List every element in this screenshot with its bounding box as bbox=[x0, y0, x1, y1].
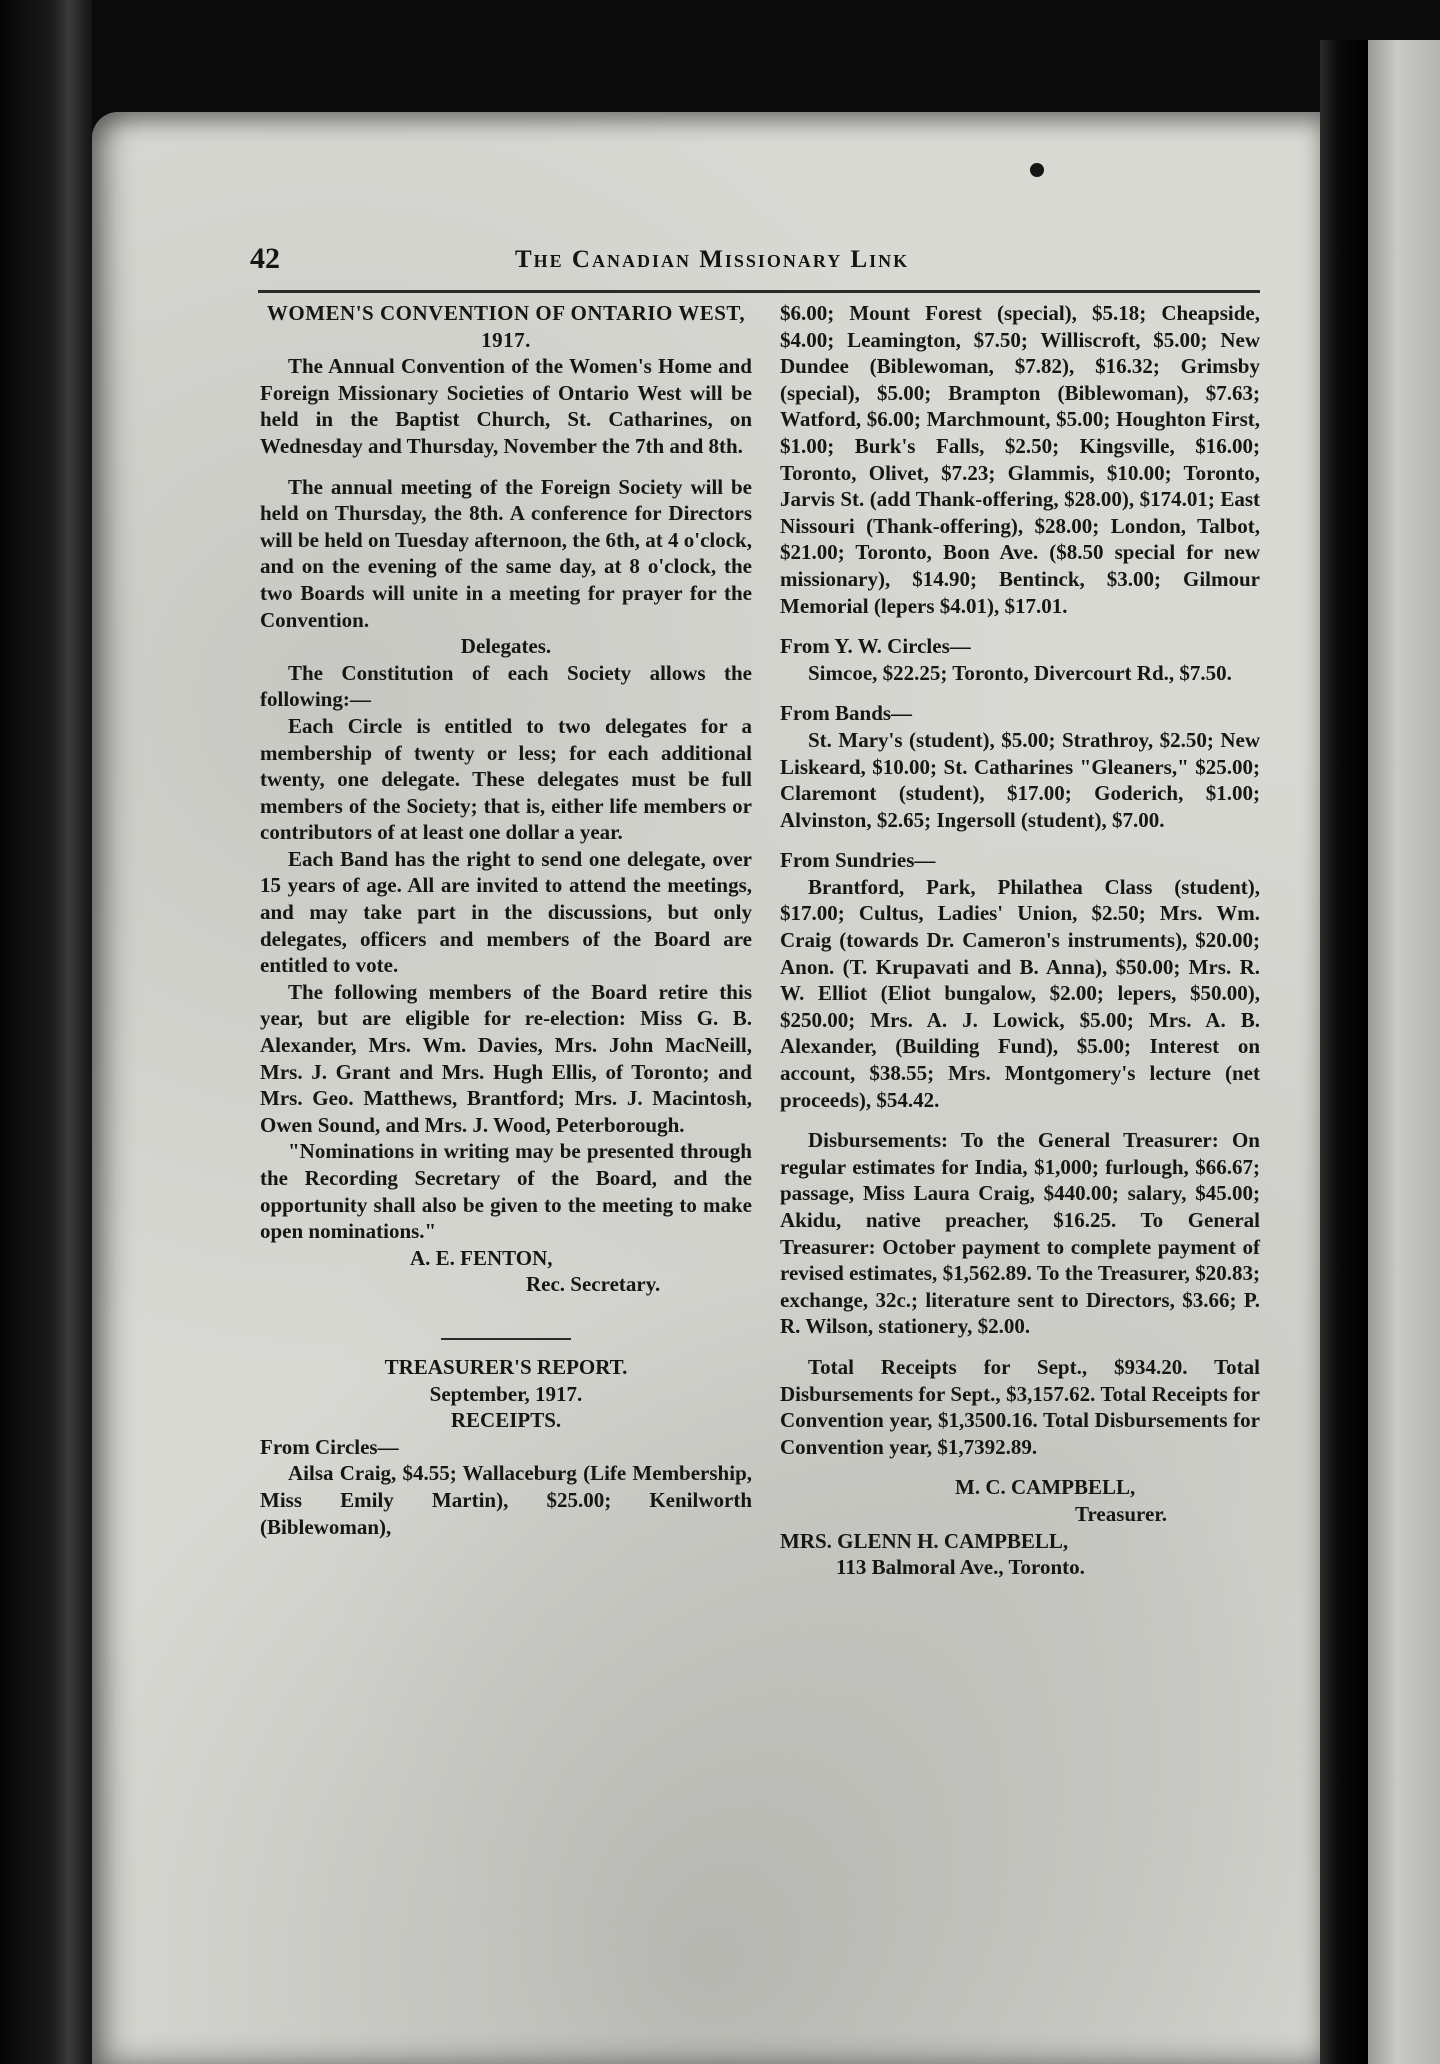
header-rule bbox=[258, 290, 1260, 293]
report-date: September, 1917. bbox=[429, 1381, 583, 1406]
correspondent-address: 113 Balmoral Ave., Toronto. bbox=[836, 1555, 1085, 1580]
treasurer-name: M. C. CAMPBELL, bbox=[955, 1475, 1136, 1500]
from-circles-label: From Circles— bbox=[260, 1434, 399, 1459]
from-sundries-label: From Sundries— bbox=[780, 848, 936, 873]
delegates-heading: Delegates. bbox=[460, 634, 552, 659]
correspondent-name: MRS. GLENN H. CAMPBELL, bbox=[780, 1528, 1069, 1553]
convention-heading: WOMEN'S CONVENTION OF ONTARIO WEST, 1917. bbox=[266, 301, 746, 352]
paragraph-circle-delegates: Each Circle is entitled to two delegates for a membership of twenty or less; for each additional twenty, one delegate. These delegates must be full members of the Society; that is, either life members or contributors of at least one dollar a year. bbox=[260, 713, 752, 845]
paragraph-annual-meeting: The annual meeting of the Foreign Society will be held on Thursday, the 8th. A conference for Directors will be held on Tuesday afternoon, the 6th, at 4 o'clock, and on the evening of the same day, at 8 o'clock, the two Boards will unite in a meeting for prayer for the Convention. bbox=[260, 474, 752, 632]
sundries-receipts: Brantford, Park, Philathea Class (student), $17.00; Cultus, Ladies' Union, $2.50; Mrs. Wm. Craig (towards Dr. Cameron's instruments), $20.00; Anon. (T. Krupavati and B. Anna), $50.00; Mrs. R. W. Elliot (Eliot bungalow, $2.00; lepers, $50.00), $250.00; Mrs. A. J. Lowick, $5.00; Mrs. A. B. Alexander, (Building Fund), $5.00; Interest on account, $38.55; Mrs. Montgomery's lecture (net proceeds), $54.42. bbox=[780, 874, 1260, 1112]
yw-circles-receipts: Simcoe, $22.25; Toronto, Divercourt Rd., $7.50. bbox=[808, 660, 1232, 685]
circles-receipts-continued: $6.00; Mount Forest (special), $5.18; Cheapside, $4.00; Leamington, $7.50; Williscroft, $5.00; New Dundee (Biblewoman, $7.82), $16.32; Grimsby (special), $5.00; Brampton (Biblewoman), $7.63; Watford, $6.00; Marchmount, $5.00; Houghton First, $1.00; Burk's Falls, $2.50; Kingsville, $16.00; Toronto, Olivet, $7.23; Glammis, $10.00; Toronto, Jarvis St. (add Thank-offering, $28.00), $174.01; East Nissouri (Thank-offering), $28.00; London, Talbot, $21.00; Toronto, Boon Ave. ($8.50 special for new missionary), $14.90; Bentinck, $3.00; Gilmour Memorial (lepers $4.01), $17.01. bbox=[780, 301, 1260, 618]
treasurer-report-heading: TREASURER'S REPORT. bbox=[384, 1354, 628, 1379]
totals-paragraph: Total Receipts for Sept., $934.20. Total Disbursements for Sept., $3,157.62. Total Receipts for Convention year, $1,3500.16. Total Disbursements for Convention year, $1,7392.89. bbox=[780, 1354, 1260, 1459]
page-gutter bbox=[1320, 40, 1368, 2064]
paragraph-band-delegates: Each Band has the right to send one delegate, over 15 years of age. All are invited to attend the meetings, and may take part in the discussions, but only delegates, officers and members of the Board are entitled to vote. bbox=[260, 846, 752, 978]
paragraph-convention: The Annual Convention of the Women's Home and Foreign Missionary Societies of Ontario West will be held in the Baptist Church, St. Catharines, on Wednesday and Thursday, November the 7th and 8th. bbox=[260, 354, 752, 458]
paragraph-nominations: "Nominations in writing may be presented through the Recording Secretary of the Board, and the opportunity shall also be given to the meeting to make open nominations." bbox=[260, 1139, 752, 1244]
paragraph-board-members: The following members of the Board retire this year, but are eligible for re-election: Miss G. B. Alexander, Mrs. Wm. Davies, Mrs. John MacNeill, Mrs. J. Grant and Mrs. Hugh Ellis, of Toronto; and Mrs. Geo. Matthews, Brantford; Mrs. J. Macintosh, Owen Sound, and Mrs. J. Wood, Peterborough. bbox=[260, 979, 752, 1137]
right-column bbox=[780, 300, 1260, 1581]
facing-page-edge bbox=[1368, 40, 1440, 2064]
page-number: 42 bbox=[250, 242, 280, 275]
page-header bbox=[250, 242, 1260, 282]
receipts-heading: RECEIPTS. bbox=[450, 1408, 562, 1433]
secretary-name: A. E. FENTON, bbox=[410, 1245, 553, 1270]
from-bands-label: From Bands— bbox=[780, 701, 913, 726]
disbursements-paragraph: Disbursements: To the General Treasurer: On regular estimates for India, $1,000; furlough, $66.67; passage, Miss Laura Craig, $440.00; salary, $45.00; Akidu, native preacher, $16.25. To General Treasurer: October payment to complete payment of revised estimates, $1,562.89. To the Treasurer, $20.83; exchange, 32c.; literature sent to Directors, $3.66; P. R. Wilson, stationery, $2.00. bbox=[780, 1128, 1260, 1339]
bands-receipts: St. Mary's (student), $5.00; Strathroy, $2.50; New Liskeard, $10.00; St. Catharines "Gleaners," $25.00; Claremont (student), $17.00; Goderich, $1.00; Alvinston, $2.65; Ingersoll (student), $7.00. bbox=[780, 727, 1260, 832]
from-yw-circles-label: From Y. W. Circles— bbox=[780, 634, 971, 659]
left-column bbox=[260, 300, 752, 1540]
book-binding bbox=[0, 0, 92, 2064]
ink-spot bbox=[1030, 163, 1044, 177]
running-title: The Canadian Missionary Link bbox=[515, 246, 910, 273]
circles-receipts: Ailsa Craig, $4.55; Wallaceburg (Life Membership, Miss Emily Martin), $25.00; Kenilworth (Biblewoman), bbox=[260, 1461, 752, 1539]
secretary-title: Rec. Secretary. bbox=[526, 1272, 661, 1297]
section-divider bbox=[441, 1338, 571, 1340]
treasurer-title: Treasurer. bbox=[1075, 1501, 1167, 1526]
paragraph-constitution: The Constitution of each Society allows the following:— bbox=[260, 660, 752, 712]
